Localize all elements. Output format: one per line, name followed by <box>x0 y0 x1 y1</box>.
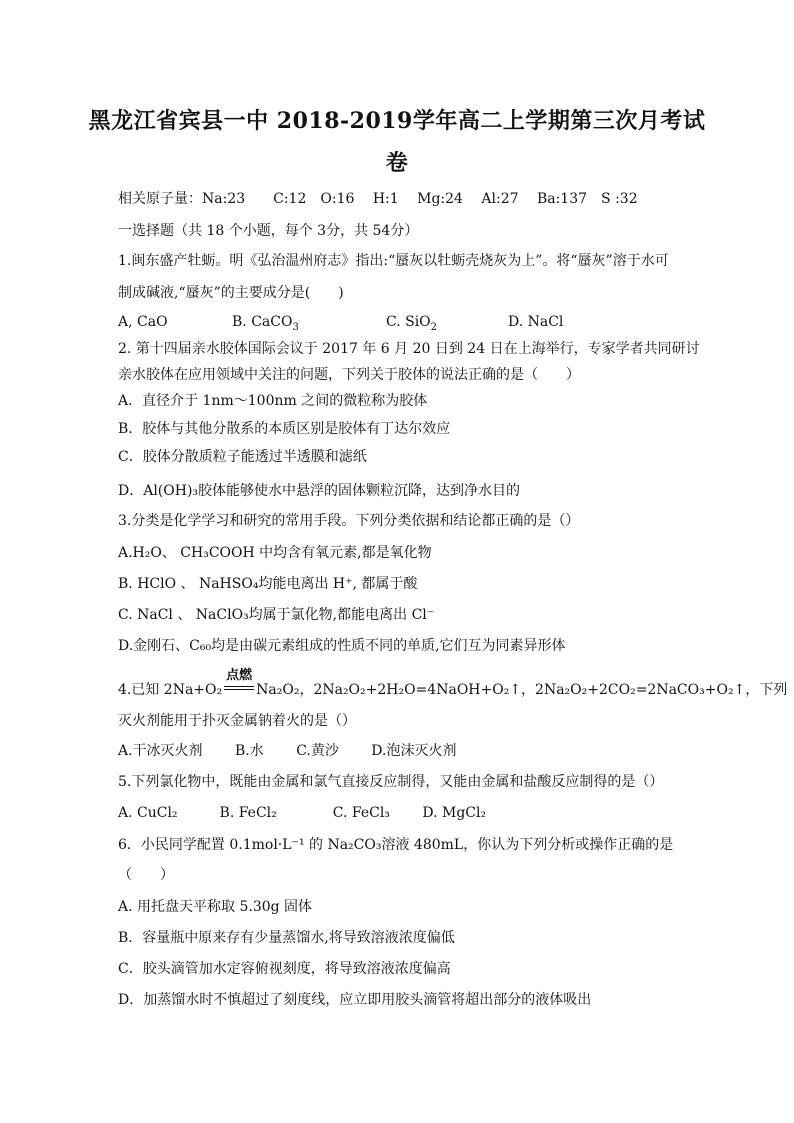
q3-option-d: D.金刚石、C₆₀均是由碳元素组成的性质不同的单质,它们互为同素异形体 <box>118 638 566 654</box>
section-heading: 一选择题（共 18 个小题，每个 3分，共 54分） <box>118 223 419 239</box>
q4-stem-cont: 灭火剂能用于扑灭金属钠着火的是（） <box>118 713 356 729</box>
q2-option-b: B．胶体与其他分散系的本质区别是胶体有丁达尔效应 <box>118 421 451 437</box>
q4-stem: 4.已知 2Na+O₂ 点燃 Na₂O₂，2Na₂O₂+2H₂O=4NaOH+O₂↑，2Na₂O₂+2CO₂=2NaCO₃+O₂↑，下列 <box>118 668 788 698</box>
q3-stem: 3.分类是化学学习和研究的常用手段。下列分类依据和结论都正确的是（） <box>118 513 580 529</box>
q6-stem: 6．小民同学配置 0.1mol·L⁻¹ 的 Na₂CO₃溶液 480mL，你认为下列分析或操作正确的是 <box>118 837 674 853</box>
atomic-masses: 相关原子量：Na:23 C:12 O:16 H:1 Mg:24 Al:27 Ba:137 S :32 <box>118 191 638 207</box>
q1-options <box>118 314 563 333</box>
q1-stem-cont: 制成碱液,“蜃灰”的主要成分是( ) <box>118 285 344 301</box>
q1-option-d: D. NaCl <box>508 314 564 330</box>
q6-option-c: C．胶头滴管加水定容俯视刻度，将导致溶液浓度偏高 <box>118 961 451 977</box>
exam-title-continued: 卷 <box>385 150 409 176</box>
q1-option-b: B. CaCO$_3$ <box>232 314 299 333</box>
reaction-condition: 点燃 <box>222 680 256 694</box>
q2-option-a: A．直径介于 1nm～100nm 之间的微粒称为胶体 <box>118 393 428 409</box>
q2-option-d: D．Al(OH)₃胶体能够使水中悬浮的固体颗粒沉降，达到净水目的 <box>118 483 521 499</box>
q3-option-a: A.H₂O、 CH₃COOH 中均含有氧元素,都是氧化物 <box>118 545 432 561</box>
q2-stem: 2. 第十四届亲水胶体国际会议于 2017 年 6 月 20 日到 24 日在上海举行，专家学者共同研讨 <box>118 341 700 357</box>
q5-stem: 5.下列氯化物中，既能由金属和氯气直接反应制得，又能由金属和盐酸反应制得的是（） <box>118 774 664 790</box>
q6-option-a: A. 用托盘天平称取 5.30g 固体 <box>118 899 313 915</box>
q1-stem: 1.闽东盛产牡蛎。明《弘治温州府志》指出:“蜃灰以牡蛎壳烧灰为上”。将“蜃灰”溶于水可 <box>118 253 669 269</box>
q3-option-b: B. HClO 、 NaHSO₄均能电离出 H⁺, 都属于酸 <box>118 576 418 592</box>
q2-stem-cont: 亲水胶体在应用领域中关注的问题，下列关于胶体的说法正确的是（ ） <box>118 367 580 383</box>
q1-option-c: C. SiO$_2$ <box>386 314 438 333</box>
q6-option-d: D．加蒸馏水时不慎超过了刻度线，应立即用胶头滴管将超出部分的液体吸出 <box>118 992 592 1008</box>
q2-option-c: C．胶体分散质粒子能透过半透膜和滤纸 <box>118 449 367 465</box>
q1-option-a: A, CaO <box>118 314 168 330</box>
q6-stem-cont: （ ） <box>118 867 174 883</box>
q3-option-c: C. NaCl 、 NaClO₃均属于氯化物,都能电离出 Cl⁻ <box>118 607 435 623</box>
exam-title: 黑龙江省宾县一中 2018-2019学年高二上学期第三次月考试 <box>88 108 706 134</box>
q6-option-b: B．容量瓶中原来存有少量蒸馏水,将导致溶液浓度偏低 <box>118 930 455 946</box>
q5-options: A. CuCl₂ B. FeCl₂ C. FeCl₃ D. MgCl₂ <box>118 805 487 821</box>
q4-options: A.干冰灭火剂 B.水 C.黄沙 D.泡沫灭火剂 <box>118 743 457 759</box>
